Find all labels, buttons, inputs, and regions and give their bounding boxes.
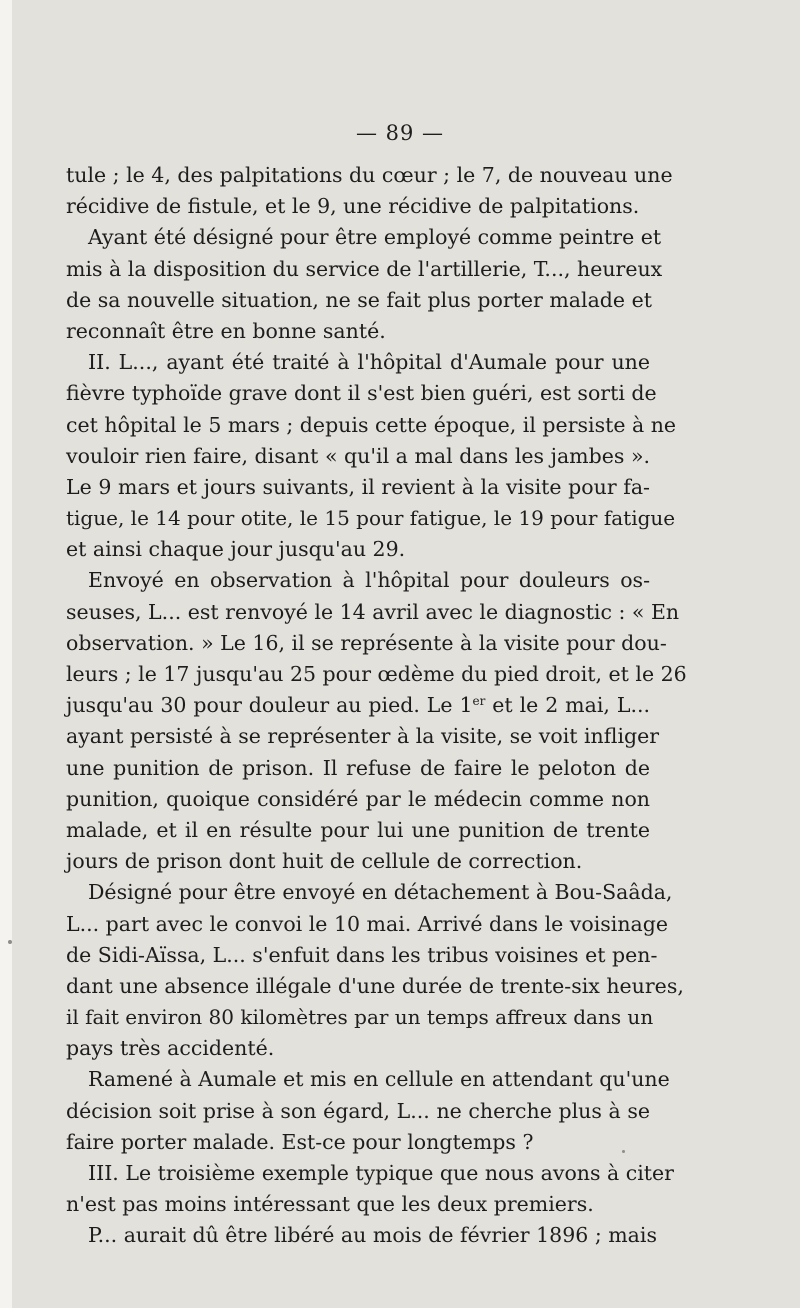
text-line: punition, quoique considéré par le médecin comme non — [66, 786, 650, 811]
text-line: il fait environ 80 kilomètres par un temps affreux dans un — [66, 1005, 654, 1030]
page-number: — 89 — — [355, 121, 445, 145]
text-line: jours de prison dont huit de cellule de correction. — [66, 849, 583, 874]
text-line: vouloir rien faire, disant « qu'il a mal dans les jambes ». — [66, 443, 650, 468]
text-line-with-superscript — [66, 690, 650, 721]
text-line: cet hôpital le 5 mars ; depuis cette époque, il persiste à ne — [66, 412, 677, 437]
paper-speck — [622, 1150, 625, 1153]
paragraph-start-line: II. L..., ayant été traité à l'hôpital d'Aumale pour une — [88, 350, 650, 375]
paragraph-start-line: Ramené à Aumale et mis en cellule en attendant qu'une — [88, 1067, 670, 1092]
text-line: tule ; le 4, des palpitations du cœur ; le 7, de nouveau une — [66, 163, 673, 187]
text-line: mis à la disposition du service de l'artillerie, T..., heureux — [66, 256, 663, 281]
text-fragment: et le 2 mai, L... — [485, 693, 650, 718]
paragraph-start-line: Envoyé en observation à l'hôpital pour douleurs os- — [88, 568, 650, 593]
text-line: et ainsi chaque jour jusqu'au 29. — [66, 537, 406, 562]
superscript: er — [472, 694, 486, 709]
text-line: pays très accidenté. — [66, 1036, 275, 1061]
paragraph-start-line: III. Le troisième exemple typique que nous avons à citer — [88, 1161, 674, 1185]
text-line: décision soit prise à son égard, L... ne cherche plus à se — [66, 1098, 650, 1123]
text-fragment: jusqu'au 30 pour douleur au pied. Le 1 — [66, 693, 473, 718]
body-text — [66, 160, 687, 1252]
text-line: de Sidi-Aïssa, L... s'enfuit dans les tribus voisines et pen- — [66, 942, 658, 967]
scan-margin — [0, 0, 12, 1308]
paper-speck — [8, 940, 12, 944]
text-line: dant une absence illégale d'une durée de trente-six heures, — [66, 973, 684, 998]
paragraph-start-line: Ayant été désigné pour être employé comme peintre et — [88, 225, 662, 250]
text-line: Le 9 mars et jours suivants, il revient à la visite pour fa- — [66, 474, 650, 499]
text-line: reconnaît être en bonne santé. — [66, 318, 386, 343]
text-line: fièvre typhoïde grave dont il s'est bien guéri, est sorti de — [66, 381, 657, 406]
text-line: de sa nouvelle situation, ne se fait plus porter malade et — [66, 287, 652, 312]
text-line: leurs ; le 17 jusqu'au 25 pour œdème du pied droit, et le 26 — [66, 662, 687, 686]
text-line: seuses, L... est renvoyé le 14 avril avec le diagnostic : « En — [66, 599, 680, 624]
text-line: faire porter malade. Est-ce pour longtemps ? — [66, 1129, 534, 1154]
text-line: tigue, le 14 pour otite, le 15 pour fatigue, le 19 pour fatigue — [66, 506, 676, 531]
text-line: malade, et il en résulte pour lui une punition de trente — [66, 817, 650, 842]
text-line: observation. » Le 16, il se représente à la visite pour dou- — [66, 630, 667, 655]
paragraph-start-line: P... aurait dû être libéré au mois de février 1896 ; mais — [88, 1223, 657, 1248]
paragraph-start-line: Désigné pour être envoyé en détachement à Bou-Saâda, — [88, 880, 673, 905]
text-line: récidive de fistule, et le 9, une récidive de palpitations. — [66, 194, 640, 219]
text-line: n'est pas moins intéressant que les deux premiers. — [66, 1192, 594, 1217]
text-line: ayant persisté à se représenter à la visite, se voit infliger — [66, 724, 660, 749]
text-line: une punition de prison. Il refuse de faire le peloton de — [66, 755, 650, 780]
text-line: L... part avec le convoi le 10 mai. Arrivé dans le voisinage — [66, 911, 669, 936]
